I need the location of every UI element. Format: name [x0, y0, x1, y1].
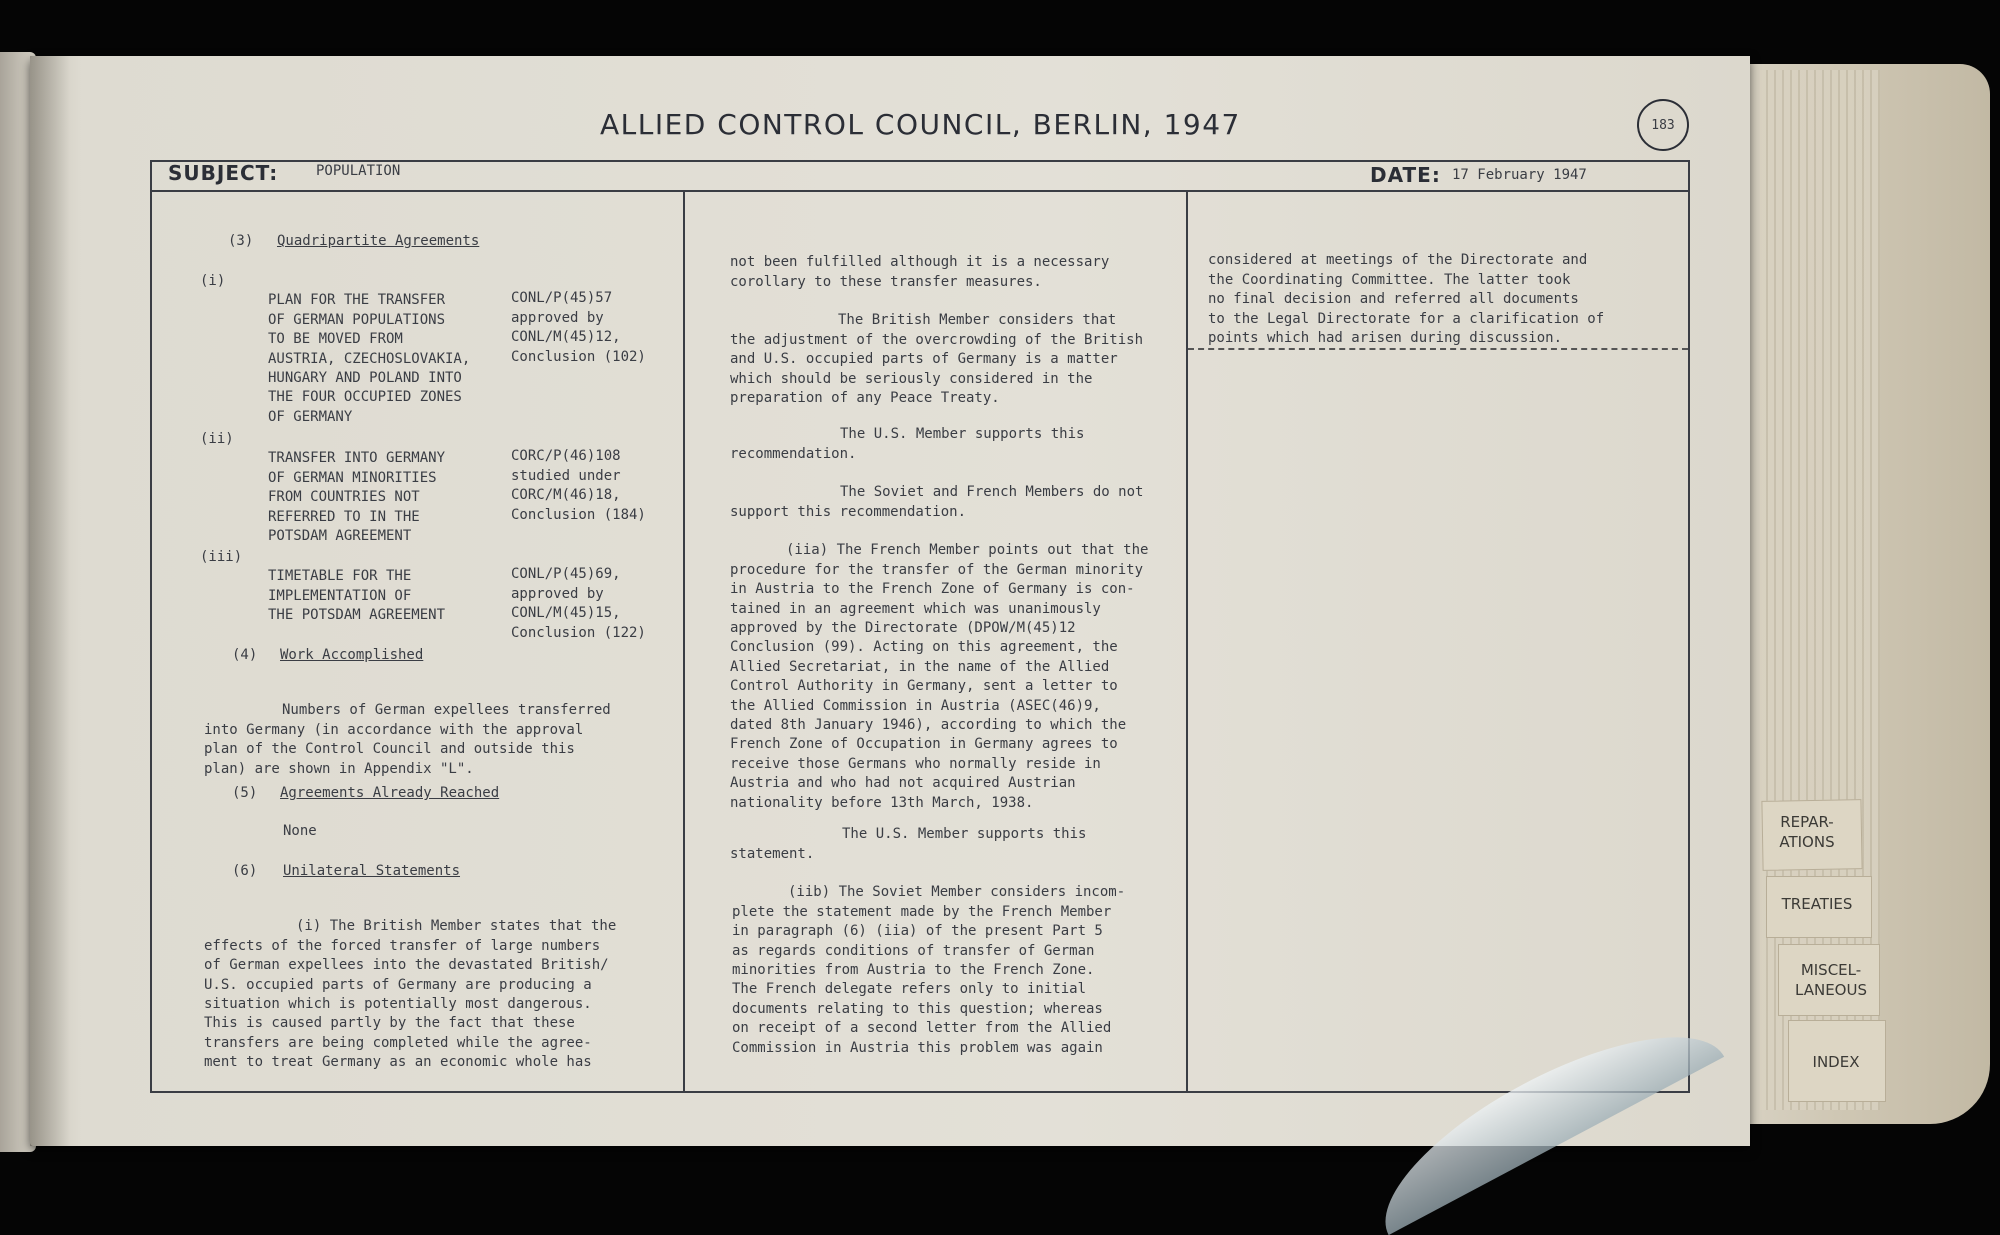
page-number: 183	[1637, 99, 1689, 151]
s5-number: (5)	[232, 785, 258, 801]
s3-heading: Quadripartite Agreements	[277, 233, 480, 249]
subject-value: POPULATION	[316, 163, 401, 179]
spine-shadow	[30, 56, 70, 1146]
col2-paragraph-3: The U.S. Member supports this recommendation.	[730, 426, 1085, 462]
item-ii-title: TRANSFER INTO GERMANY OF GERMAN MINORITIES FROM COUNTRIES NOT REFERRED TO IN THE POTSDAM AGREEMENT	[268, 450, 446, 545]
col2-paragraph-6: The U.S. Member supports this statement.	[730, 826, 1087, 862]
tab-treaties[interactable]: TREATIES	[1781, 895, 1853, 913]
item-i-title: PLAN FOR THE TRANSFER OF GERMAN POPULATIONS TO BE MOVED FROM AUSTRIA, CZECHOSLOVAKIA, HUNGARY AND POLAND INTO THE FOUR OCCUPIED ZONES OF GERMANY	[268, 292, 471, 425]
col2-paragraph-1: not been fulfilled although it is a necessary corollary to these transfer measures.	[730, 254, 1110, 290]
col3-paragraph-1: considered at meetings of the Directorate and the Coordinating Committee. The latter took no final decision and referred all documents to the Legal Directorate for a clarification of points which had arisen during discussion.	[1208, 252, 1605, 347]
col2-paragraph-4: The Soviet and French Members do not support this recommendation.	[730, 484, 1144, 520]
date-value: 17 February 1947	[1452, 167, 1587, 183]
tab-miscellaneous[interactable]: MISCEL- LANEOUS	[1795, 961, 1867, 999]
item-i-number: (i)	[200, 273, 226, 289]
column-divider-2	[1186, 190, 1188, 1093]
item-i-reference: CONL/P(45)57 approved by CONL/M(45)12, Conclusion (102)	[511, 290, 646, 365]
column-divider-1	[683, 190, 685, 1093]
item-iii-number: (iii)	[200, 549, 243, 565]
date-label: DATE:	[1370, 163, 1441, 187]
col2-paragraph-5: (iia) The French Member points out that the procedure for the transfer of the German minority in Austria to the French Zone of Germany is con- tained in an agreement which was unanimously approved by the Directorate (DPOW/M(45)12 Conclusion (99). Acting on this agreement, the Allied Secretariat, in the name of the Allied Control Authority in Germany, sent a letter to the Allied Commission in Austria (ASEC(46)9, dated 8th January 1946), according to which the French Zone of Occupation in Germany agrees to receive those Germans who normally reside in Austria and who had not acquired Austrian nationality before 13th March, 1938.	[730, 542, 1149, 811]
s6-heading: Unilateral Statements	[283, 863, 461, 879]
item-ii-reference: CORC/P(46)108 studied under CORC/M(46)18, Conclusion (184)	[511, 448, 646, 523]
s6-number: (6)	[232, 863, 258, 879]
s4-heading: Work Accomplished	[280, 647, 424, 663]
item-ii-number: (ii)	[200, 431, 234, 447]
s4-number: (4)	[232, 647, 258, 663]
tab-index[interactable]: INDEX	[1812, 1053, 1860, 1071]
s3-number: (3)	[228, 233, 254, 249]
s6-text: (i) The British Member states that the effects of the forced transfer of large numbers of German expellees into the devastated British/ U.S. occupied parts of Germany are producing a situation which is potentially most dangerous. This is caused partly by the fact that these transfers are being completed while the agree- ment to treat Germany as an economic whole has	[204, 918, 617, 1071]
subject-label: SUBJECT:	[168, 161, 279, 185]
end-of-text-dashed-line	[1188, 348, 1688, 350]
s4-text: Numbers of German expellees transferred into Germany (in accordance with the approval plan of the Control Council and outside this plan) are shown in Appendix "L".	[204, 702, 611, 777]
item-iii-reference: CONL/P(45)69, approved by CONL/M(45)15, Conclusion (122)	[511, 566, 646, 641]
item-iii-title: TIMETABLE FOR THE IMPLEMENTATION OF THE POTSDAM AGREEMENT	[268, 568, 446, 624]
s5-text: None	[283, 823, 317, 839]
col2-paragraph-7: (iib) The Soviet Member considers incom- plete the statement made by the French Member in paragraph (6) (iia) of the present Part 5 as regards conditions of transfer of German minorities from Austria to the French Zone. The French delegate refers only to initial documents relating to this question; whereas on receipt of a second letter from the Allied Commission in Austria this problem was again	[732, 884, 1126, 1056]
s5-heading: Agreements Already Reached	[280, 785, 500, 801]
tab-reparations[interactable]: REPAR- ATIONS	[1779, 813, 1835, 851]
document-title: ALLIED CONTROL COUNCIL, BERLIN, 1947	[600, 108, 1241, 141]
col2-paragraph-2: The British Member considers that the adjustment of the overcrowding of the British and U.S. occupied parts of Germany is a matter which should be seriously considered in the preparation of any Peace Treaty.	[730, 312, 1144, 407]
header-divider	[150, 190, 1690, 192]
